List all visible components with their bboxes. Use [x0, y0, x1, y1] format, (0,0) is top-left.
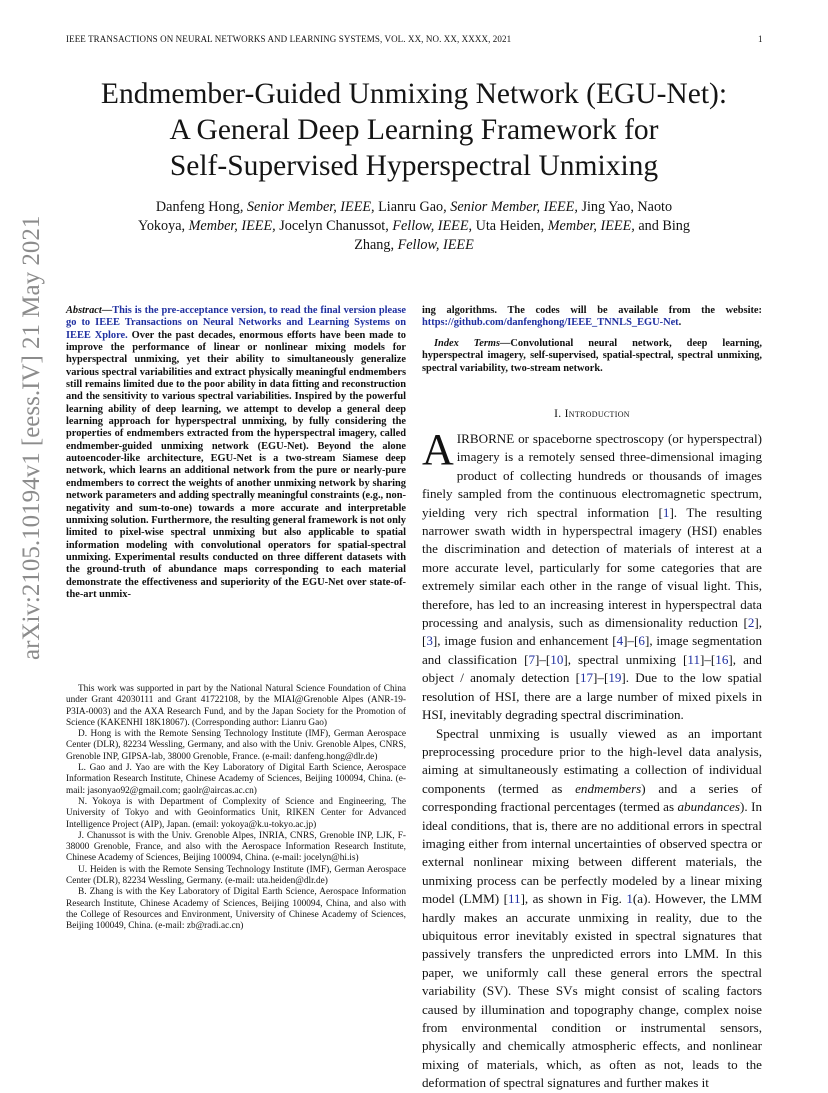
intro-paragraph-2: Spectral unmixing is usually viewed as an important preprocessing procedure prior to the high-level data analysis, aiming at simultaneously estimating a collection of individual components (termed as endmembers) and a series of corresponding fractional percentages (termed as abundances). In ideal conditions, that is, there are no additional errors in spectral imaging either from internal uncertainties of observed spectra or external nonlinear mixing between different materials, the unmixing process can be perfectly modeled by a linear mixing model (LMM) [11], as shown in Fig. 1(a). However, the LMM hardly makes an accurate unmixing in reality, due to the ubiquitous error inevitably existed in spectral signatures that passively transfers the unpredicted errors into LMM. In this paper, we uniformly call these general errors the spectral variability (SV). These SVs might consist of scaling factors caused by illumination and topography change, complex noise from environmental condition or instrumental sensors, physically and chemically atmospheric effects, and nonlinear mixing of materials, which, as often as not, leads to the deformation of spectral signatures and further makes it	[422, 725, 763, 1091]
citation-link[interactable]: 19	[608, 670, 622, 686]
abstract-continued: ing algorithms. The codes will be available from the website: https://github.com/danfenghong/IEEE_TNNLS_EGU-Net.	[422, 305, 762, 329]
footnote-funding: This work was supported in part by the National Natural Science Foundation of China under Grant 42030111 and Grant 41722108, by the MIAI@Grenoble Alpes (ANR-19-P3IA-0003) and the AXA Research Fund, and by the Japan Society for the Promotion of Science (KAKENHI 18K18067). (Corresponding author: Lianru Gao)	[66, 684, 406, 728]
citation-link[interactable]: 7	[528, 651, 535, 667]
title-line-2: A General Deep Learning Framework for	[169, 114, 659, 146]
footnote-hong: D. Hong is with the Remote Sensing Technology Institute (IMF), German Aerospace Center (DLR), 82234 Wessling, Germany, and also with the Univ. Grenoble Alpes, CNRS, Grenoble INP, GIPSA-lab, 38000 Grenoble, France. (e-mail: danfeng.hong@dlr.de)	[66, 729, 406, 762]
arxiv-stamp: arXiv:2105.10194v1 [eess.IV] 21 May 2021	[18, 215, 45, 660]
citation-link[interactable]: 11	[507, 891, 521, 907]
citation-link[interactable]: 10	[550, 651, 564, 667]
running-header: IEEE TRANSACTIONS ON NEURAL NETWORKS AND LEARNING SYSTEMS, VOL. XX, NO. XX, XXXX, 2021	[66, 34, 512, 44]
index-terms-label: Index Terms	[434, 338, 500, 349]
drop-cap: A	[422, 425, 454, 474]
author-line-1: Danfeng Hong, Senior Member, IEEE, Lianru Gao, Senior Member, IEEE, Jing Yao, Naoto	[155, 199, 673, 215]
citation-link[interactable]: 11	[687, 651, 701, 667]
footnotes	[66, 684, 406, 933]
author-line-3: Zhang, Fellow, IEEE	[354, 237, 474, 253]
title-line-3: Self-Supervised Hyperspectral Unmixing	[169, 150, 659, 182]
citation-link[interactable]: 16	[715, 651, 729, 667]
title-line-1: Endmember-Guided Unmixing Network (EGU-Net):	[100, 78, 728, 110]
section-heading: I. Introduction	[554, 408, 630, 420]
footnote-zhang: B. Zhang is with the Key Laboratory of Digital Earth Science, Aerospace Information Research Institute, Chinese Academy of Sciences, Beijing 100094, China, and also with the College of Resources and Environment, University of Chinese Academy of Sciences, Beijing 100049, China. (e-mail: zb@radi.ac.cn)	[66, 887, 406, 932]
intro-paragraph-1: AIRBORNE or spaceborne spectroscopy (or hyperspectral) imagery is a remotely sensed three-dimensional imaging product of collecting hundreds or thousands of images finely sampled from the continuous electromagnetic spectrum, yielding very rich spectral information [1]. The resulting narrower swath width in hyperspectral imagery (HSI) enables the discrimination and detection of materials of interest at a more accurate level, particularly for some categories that are extremely similar each other in the range of visual light. This, therefore, has led to an increasing interest in hyperspectral data processing and analysis, such as dimensionality reduction [2], [3], image fusion and enhancement [4]–[6], image segmentation and classification [7]–[10], spectral unmixing [11]–[16], and object / anomaly detection [17]–[19]. Due to the low spatial resolution of HSI, there are a large number of mixed pixels in HSI, inevitably degrading spectral discrimination.	[422, 425, 762, 723]
citation-link[interactable]: 1	[662, 504, 670, 520]
figure-reference-link[interactable]: 1	[626, 891, 633, 907]
paper-title	[40, 76, 788, 184]
index-terms: Index Terms—Convolutional neural network, deep learning, hyperspectral imagery, self-supervised, spatial-spectral, spectral unmixing, spectral variability, two-stream network.	[422, 338, 762, 374]
author-list	[80, 198, 748, 255]
footnote-heiden: U. Heiden is with the Remote Sensing Technology Institute (IMF), German Aerospace Center (DLR), 82234 Wessling, Germany. (e-mail: uta.heiden@dlr.de)	[66, 864, 406, 887]
footnote-chanussot: J. Chanussot is with the Univ. Grenoble Alpes, INRIA, CNRS, Grenoble INP, LJK, F-38000 Grenoble, France, and also with the Aerospace Information Research Institute, Chinese Academy of Sciences, Beijing 100094, China. (e-mail: jocelyn@hi.is)	[66, 830, 406, 864]
author-line-2: Yokoya, Member, IEEE, Jocelyn Chanussot, Fellow, IEEE, Uta Heiden, Member, IEEE, and Bing	[138, 218, 690, 234]
code-url-link[interactable]: https://github.com/danfenghong/IEEE_TNNLS_EGU-Net	[422, 317, 679, 329]
pre-acceptance-note-link[interactable]: This is the pre-acceptance version, to read the final version please go to IEEE Transactions on Neural Networks and Learning Systems on IEEE Xplore.	[66, 305, 406, 341]
citation-link[interactable]: 4	[616, 633, 624, 649]
abstract-label: Abstract	[66, 305, 102, 316]
citation-link[interactable]: 3	[426, 633, 433, 649]
page-number: 1	[758, 34, 763, 44]
citation-link[interactable]: 17	[579, 670, 594, 686]
footnote-gao-yao: L. Gao and J. Yao are with the Key Laboratory of Digital Earth Science, Aerospace Information Research Institute, Chinese Academy of Sciences, Beijing 100094, China. (e-mail: jasonyao92@gmail.com; gaolr@aircas.ac.cn)	[66, 763, 406, 796]
introduction-body	[422, 425, 763, 1093]
abstract-text: Over the past decades, enormous efforts have been made to improve the performance of linear or nonlinear mixing models for hyperspectral unmixing, yet their ability to simultaneously generalize various spectral variabilities and extract physically meaningful endmembers still remains limited due to the poor ability in data fitting and reconstruction and the sensitivity to various spectral variabilities. Inspired by the powerful learning ability of deep learning, we attempt to develop a general deep learning approach for hyperspectral unmixing, by fully considering the properties of endmembers extracted from the hyperspectral imagery, called endmember-guided unmixing network (EGU-Net). Beyond the alone autoencoder-like architecture, EGU-Net is a two-stream Siamese deep network, which learns an additional network from the pure or nearly-pure endmembers to correct the weights of another unmixing network by sharing network parameters and adding spectrally meaningful constraints (e.g., non-negativity and sum-to-one) towards a more accurate and interpretable unmixing solution. Furthermore, the resulting general framework is not only limited to pixel-wise spectral unmixing but also applicable to spatial information modeling with convolutional operators for spatial-spectral unmixing. Experimental results conducted on three different datasets with the ground-truth of abundance maps corresponding to each material demonstrate the effectiveness and superiority of the EGU-Net over state-of-the-art unmix-	[66, 329, 406, 600]
citation-link[interactable]: 6	[638, 633, 645, 649]
footnote-yokoya: N. Yokoya is with Department of Complexity of Science and Engineering, The University of Tokyo and with Geoinformatics Unit, RIKEN Center for Advanced Intelligence Project (AIP), Japan. (email: yokoya@k.u-tokyo.ac.jp)	[66, 796, 406, 830]
citation-link[interactable]: 2	[747, 615, 755, 631]
abstract: Abstract—This is the pre-acceptance version, to read the final version please go to IEEE Transactions on Neural Networks and Learning Systems on IEEE Xplore. Over the past decades, enormous efforts have been made to improve the performance of linear or nonlinear mixing models for hyperspectral unmixing, yet their ability to simultaneously generalize various spectral variabilities and extract physically meaningful endmembers still remains limited due to the poor ability in data fitting and reconstruction and the sensitivity to various spectral variabilities. Inspired by the powerful learning ability of deep learning, we attempt to develop a general deep learning approach for hyperspectral unmixing, by fully considering the properties of endmembers extracted from the hyperspectral imagery, called endmember-guided unmixing network (EGU-Net). Beyond the alone autoencoder-like architecture, EGU-Net is a two-stream Siamese deep network, which learns an additional network from the pure or nearly-pure endmembers to correct the weights of another unmixing network by sharing network parameters and adding spectrally meaningful constraints (e.g., non-negativity and sum-to-one) towards a more accurate and interpretable unmixing solution. Furthermore, the resulting general framework is not only limited to pixel-wise spectral unmixing but also applicable to spatial information modeling with convolutional operators for spatial-spectral unmixing. Experimental results conducted on three different datasets with the ground-truth of abundance maps corresponding to each material demonstrate the effectiveness and superiority of the EGU-Net over state-of-the-art unmix-	[66, 305, 406, 600]
